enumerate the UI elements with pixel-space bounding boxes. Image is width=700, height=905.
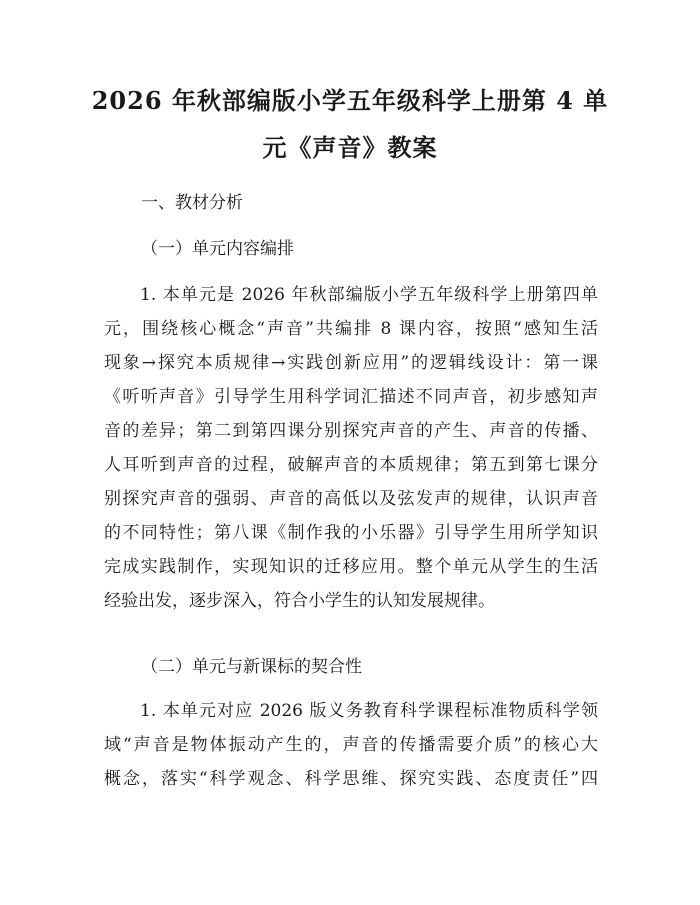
paragraph-line: 概念，落实“科学观念、科学思维、探究实践、态度责任”四 (104, 769, 598, 789)
paragraph-line: 1. 本单元对应 2026 版义务教育科学课程标准物质科学领 (140, 701, 598, 721)
subsection-heading-curriculum-fit: （二）单元与新课标的契合性 (141, 657, 362, 677)
paragraph-curriculum-fit (104, 694, 598, 796)
paragraph-line: 现象→探究本质规律→实践创新应用”的逻辑线设计：第一课 (104, 353, 598, 373)
paragraph-line: 域“声音是物体振动产生的，声音的传播需要介质”的核心大 (104, 735, 598, 755)
paragraph-line: 1. 本单元是 2026 年秋部编版小学五年级科学上册第四单 (140, 285, 598, 305)
paragraph-line: 《听听声音》引导学生用科学词汇描述不同声音，初步感知声 (104, 387, 598, 407)
paragraph-line: 别探究声音的强弱、声音的高低以及弦发声的规律，认识声音 (104, 489, 598, 509)
paragraph-line: 人耳听到声音的过程，破解声音的本质规律；第五到第七课分 (104, 455, 598, 475)
document-title-line-2: 元《声音》教案 (262, 133, 438, 162)
document-title-line-1: 2026 年秋部编版小学五年级科学上册第 4 单 (91, 86, 609, 115)
paragraph-line: 完成实践制作，实现知识的迁移应用。整个单元从学生的生活 (104, 557, 598, 577)
paragraph-line: 元，围绕核心概念“声音”共编排 8 课内容，按照“感知生活 (104, 319, 598, 339)
section-heading-textbook-analysis: 一、教材分析 (141, 193, 243, 213)
subsection-heading-unit-content: （一）单元内容编排 (141, 239, 294, 259)
paragraph-line: 的不同特性；第八课《制作我的小乐器》引导学生用所学知识 (104, 523, 598, 543)
paragraph-line: 音的差异；第二到第四课分别探究声音的产生、声音的传播、 (104, 421, 598, 441)
paragraph-unit-content (104, 278, 598, 618)
paragraph-line: 经验出发，逐步深入，符合小学生的认知发展规律。 (104, 591, 495, 611)
